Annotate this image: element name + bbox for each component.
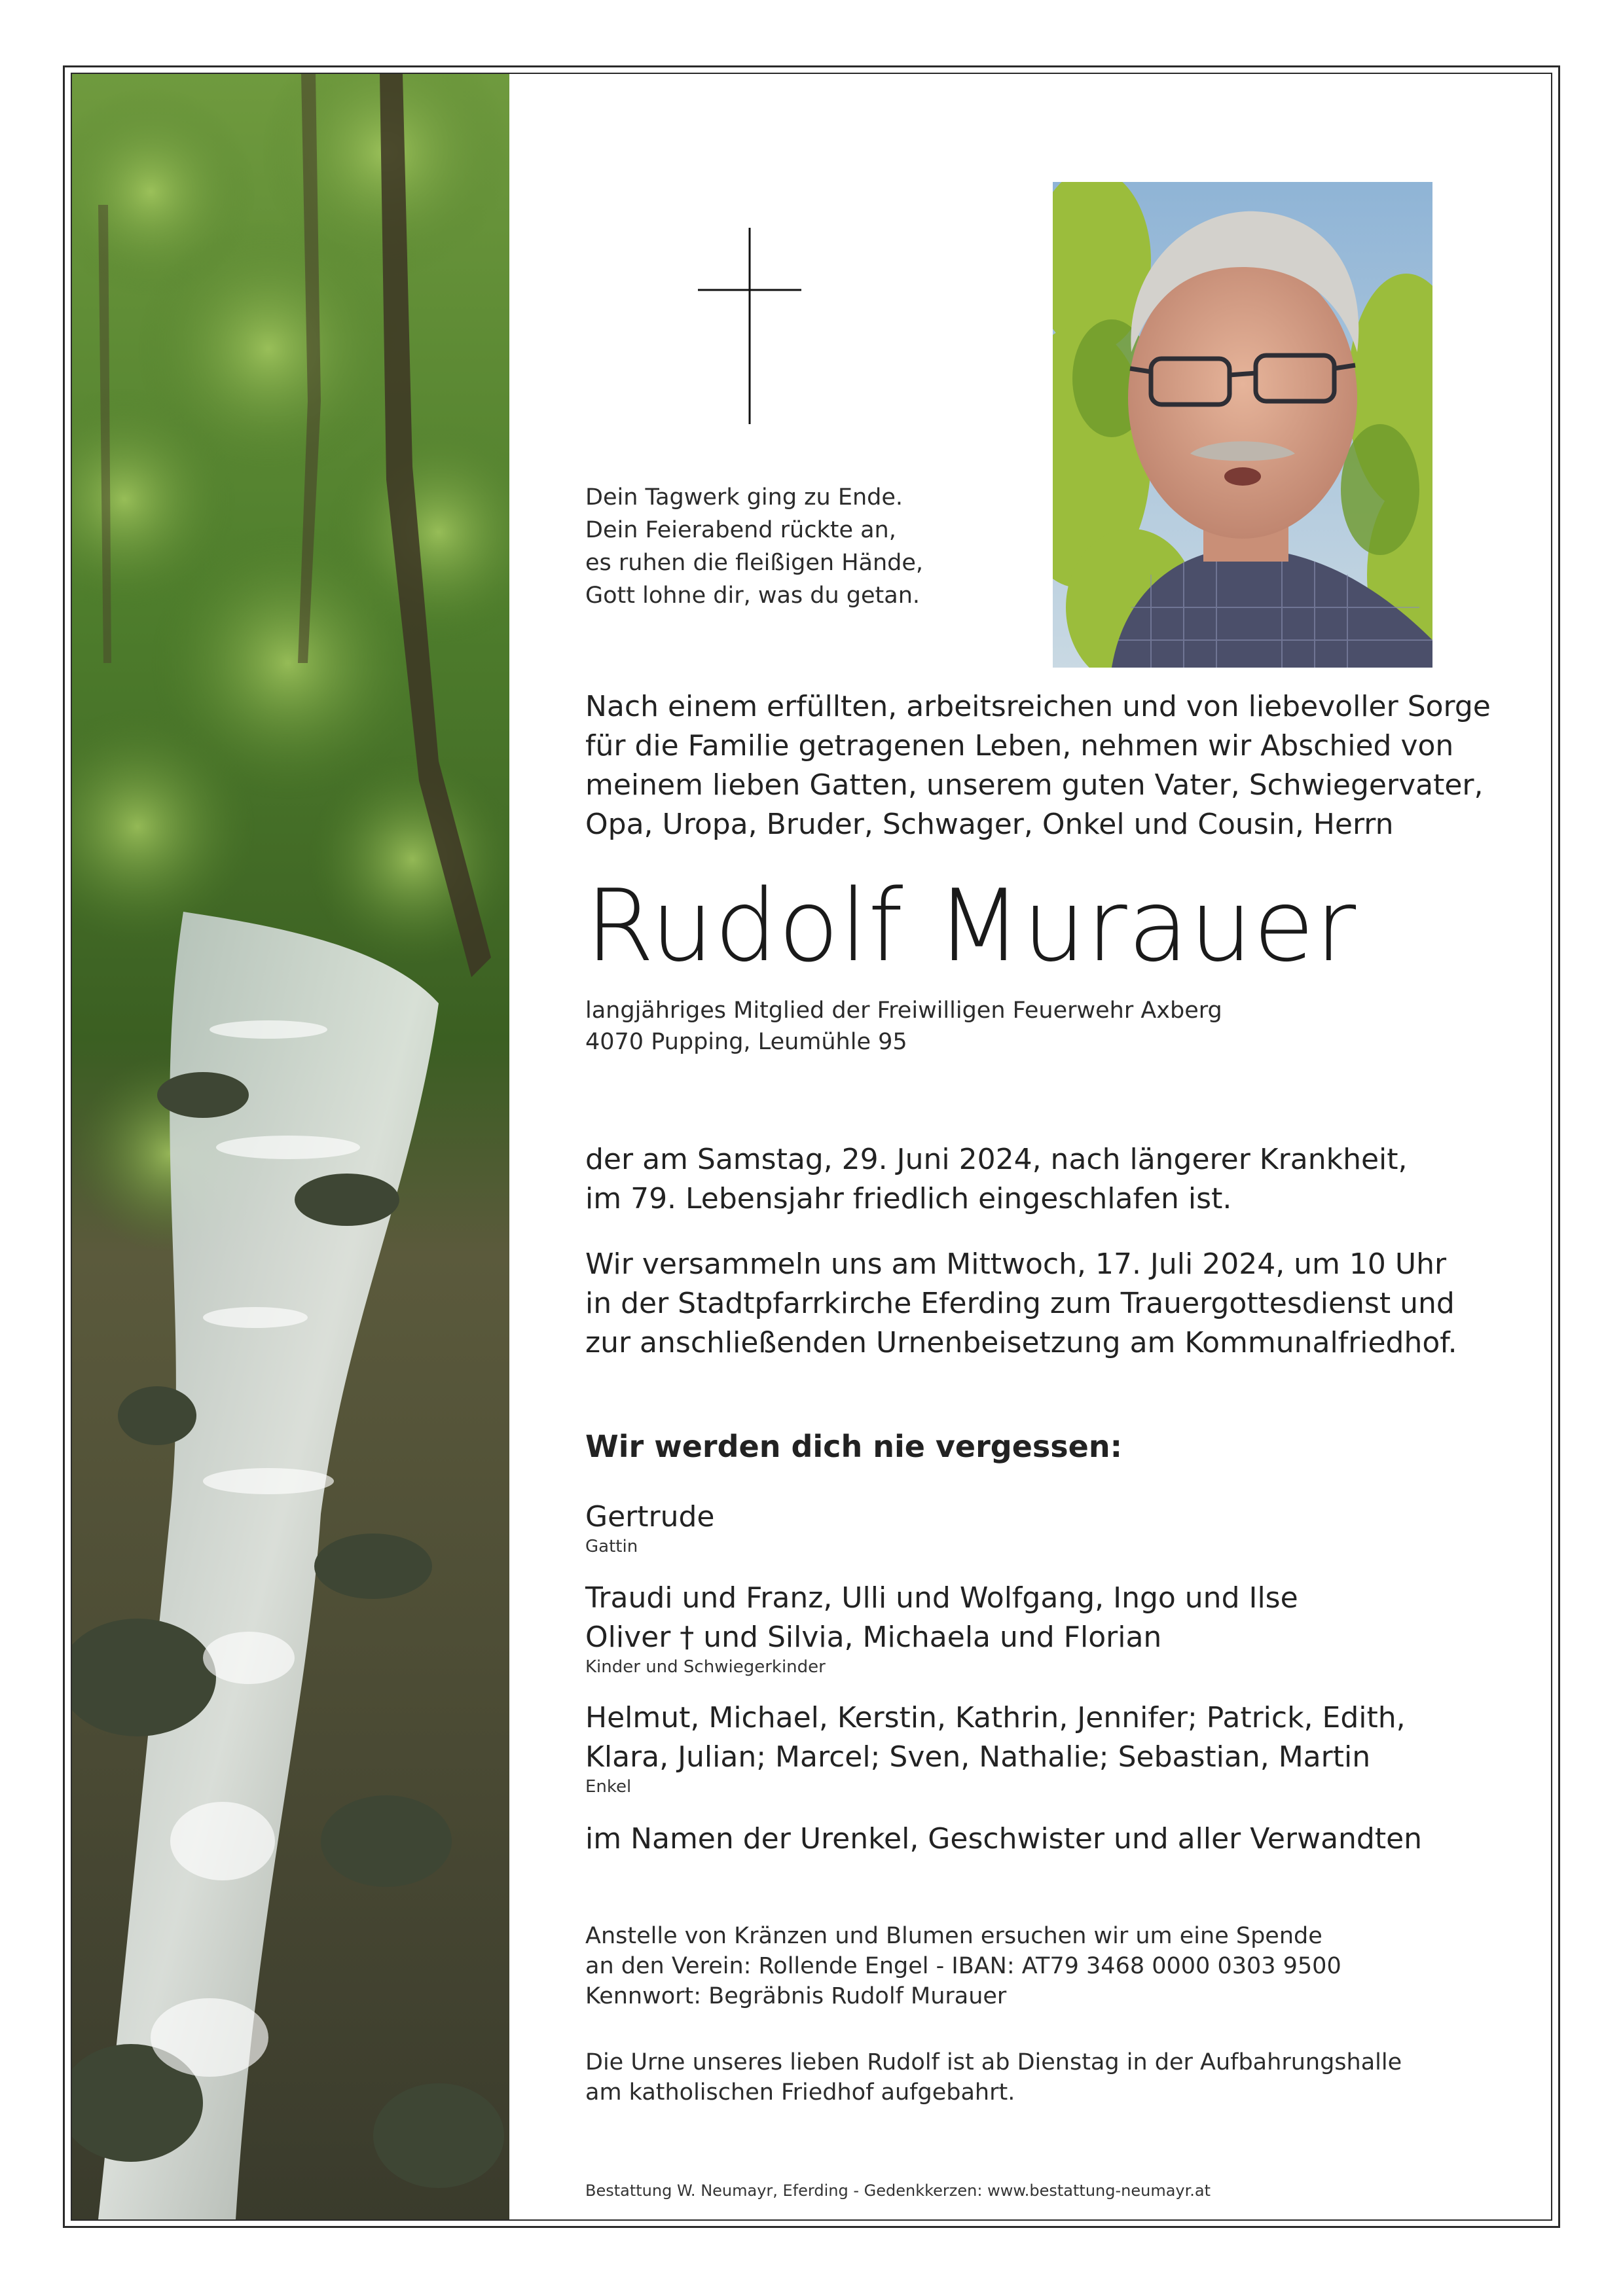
ceremony-line: in der Stadtpfarrkirche Eferding zum Trauergottesdienst und [585, 1287, 1455, 1320]
mourner-group-children [585, 1579, 1298, 1677]
mourners-heading: Wir werden dich nie vergessen: [585, 1429, 1123, 1464]
address-line: 4070 Pupping, Leumühle 95 [585, 1029, 907, 1055]
poem-line: Dein Tagwerk ging zu Ende. [585, 484, 903, 511]
mourner-names: Helmut, Michael, Kerstin, Kathrin, Jennifer; Patrick, Edith, [585, 1701, 1406, 1734]
intro-text [585, 687, 1491, 844]
mourner-group-spouse [585, 1498, 714, 1556]
mourner-names: Oliver † und Silvia, Michaela und Florian [585, 1621, 1162, 1654]
portrait-photo [1053, 182, 1432, 668]
donation-notice [585, 1921, 1341, 2011]
intro-line: für die Familie getragenen Leben, nehmen wir Abschied von [585, 729, 1454, 762]
mourner-role: Gattin [585, 1537, 638, 1556]
closing-line: im Namen der Urenkel, Geschwister und aller Verwandten [585, 1822, 1423, 1856]
mourner-role: Kinder und Schwiegerkinder [585, 1657, 826, 1677]
urne-notice [585, 2047, 1402, 2108]
footer-credit: Bestattung W. Neumayr, Eferding - Gedenkkerzen: www.bestattung-neumayr.at [585, 2181, 1211, 2200]
intro-line: Opa, Uropa, Bruder, Schwager, Onkel und Cousin, Herrn [585, 808, 1394, 841]
cross-icon [698, 228, 801, 424]
death-notice [585, 1140, 1408, 1219]
forest-stream-image [72, 74, 509, 2219]
membership-line: langjähriges Mitglied der Freiwilligen Feuerwehr Axberg [585, 997, 1222, 1024]
urne-line: am katholischen Friedhof aufgebahrt. [585, 2079, 1015, 2106]
intro-line: Nach einem erfüllten, arbeitsreichen und von liebevoller Sorge [585, 690, 1491, 723]
deceased-details [585, 995, 1222, 1058]
poem-line: Dein Feierabend rückte an, [585, 517, 896, 543]
donation-line: Anstelle von Kränzen und Blumen ersuchen wir um eine Spende [585, 1923, 1322, 1949]
donation-line: an den Verein: Rollende Engel - IBAN: AT79 3468 0000 0303 9500 [585, 1953, 1341, 1979]
mourner-names: Klara, Julian; Marcel; Sven, Nathalie; Sebastian, Martin [585, 1740, 1371, 1774]
death-notice-line: der am Samstag, 29. Juni 2024, nach längerer Krankheit, [585, 1143, 1408, 1176]
death-notice-line: im 79. Lebensjahr friedlich eingeschlafen ist. [585, 1182, 1232, 1215]
mourner-role: Enkel [585, 1777, 632, 1797]
forest-stream-photo [72, 74, 509, 2219]
donation-line: Kennwort: Begräbnis Rudolf Murauer [585, 1983, 1007, 2009]
deceased-name: Rudolf Murauer [585, 868, 1357, 984]
poem-line: Gott lohne dir, was du getan. [585, 583, 921, 609]
intro-line: meinem lieben Gatten, unserem guten Vater, Schwiegervater, [585, 768, 1484, 802]
mourner-names: Gertrude [585, 1500, 715, 1534]
ceremony-line: zur anschließenden Urnenbeisetzung am Kommunalfriedhof. [585, 1326, 1457, 1359]
poem-line: es ruhen die fleißigen Hände, [585, 550, 924, 576]
mourner-group-grandchildren [585, 1698, 1406, 1797]
ceremony-line: Wir versammeln uns am Mittwoch, 17. Juli 2024, um 10 Uhr [585, 1247, 1447, 1281]
ceremony-notice [585, 1245, 1457, 1363]
portrait-image [1053, 182, 1432, 668]
urne-line: Die Urne unseres lieben Rudolf ist ab Dienstag in der Aufbahrungshalle [585, 2049, 1402, 2075]
poem [585, 481, 923, 612]
mourner-names: Traudi und Franz, Ulli und Wolfgang, Ingo und Ilse [585, 1581, 1298, 1615]
